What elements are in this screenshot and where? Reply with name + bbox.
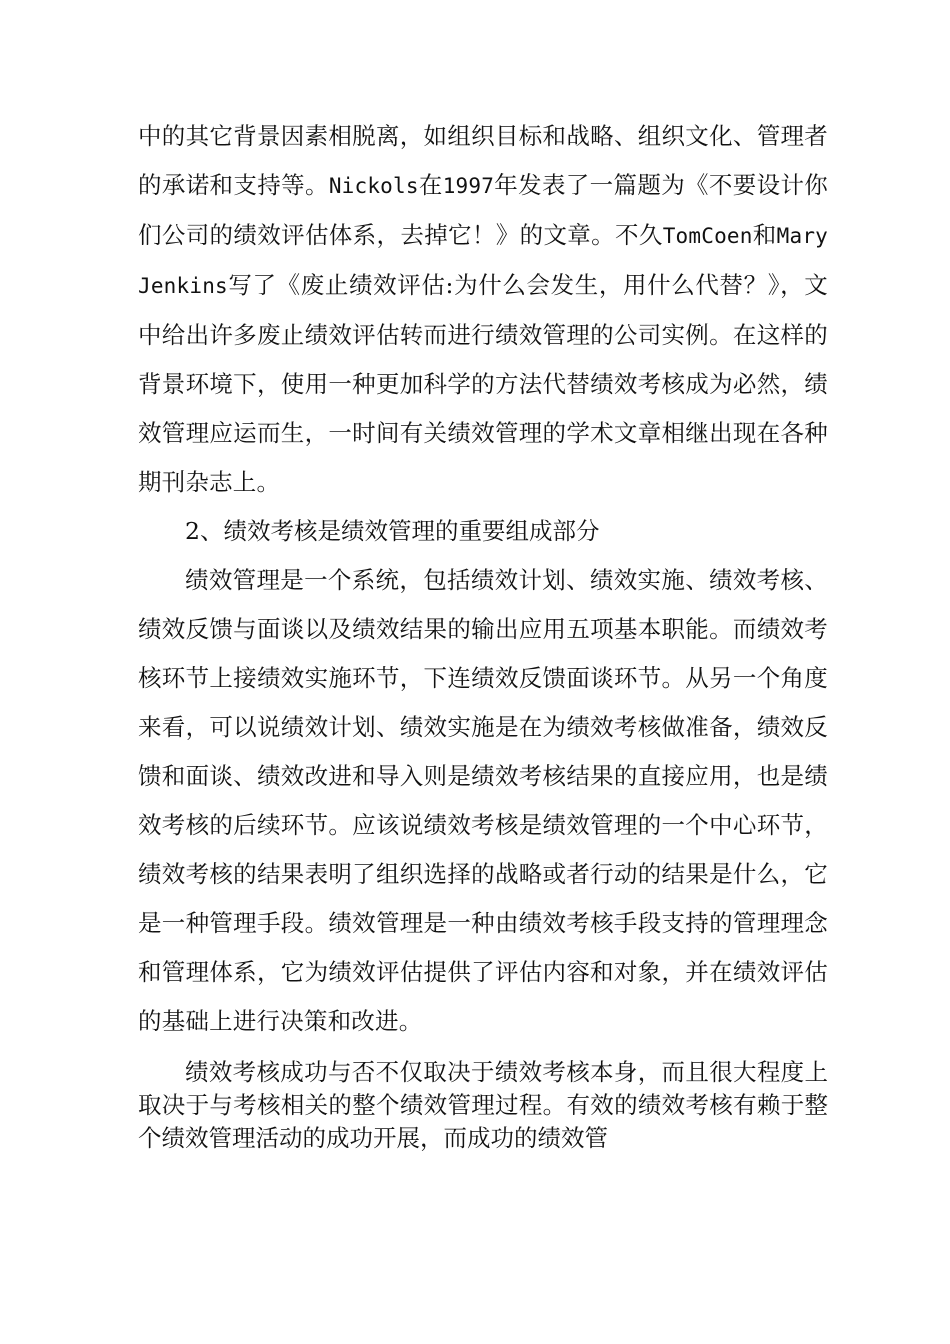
author-name-tomcoen: TomCoen <box>662 224 753 248</box>
paragraph-text: 在 <box>418 171 443 199</box>
paragraph-nickols-history <box>138 112 828 507</box>
paragraph-appraisal-success: 绩效考核成功与否不仅取决于绩效考核本身，而且很大程度上取决于与考核相关的整个绩效管理过程。有效的绩效考核有赖于整个绩效管理活动的成功开展，而成功的绩效管 <box>138 1058 828 1152</box>
year-number: 1997 <box>442 174 495 198</box>
paragraph-performance-system: 绩效管理是一个系统，包括绩效计划、绩效实施、绩效考核、绩效反馈与面谈以及绩效结果的输出应用五项基本职能。而绩效考核环节上接绩效实施环节，下连绩效反馈面谈环节。从另一个角度来看，可以说绩效计划、绩效实施是在为绩效考核做准备，绩效反馈和面谈、绩效改进和导入则是绩效考核结果的直接应用，也是绩效考核的后续环节。应该说绩效考核是绩效管理的一个中心环节，绩效考核的结果表明了组织选择的战略或者行动的结果是什么，它是一种管理手段。绩效管理是一种由绩效考核手段支持的管理理念和管理体系，它为绩效评估提供了评估内容和对象，并在绩效评估的基础上进行决策和改进。 <box>138 566 828 1035</box>
section-heading: 2、绩效考核是绩效管理的重要组成部分 <box>185 517 600 545</box>
paragraph-text: 写了《废止绩效评估:为什么会发生，用什么代替？》，文中给出许多废止绩效评估转而进行绩效管理的公司实例。在这样的背景环境下，使用一种更加科学的方法代替绩效考核成为必然，绩效管理应运而生，一时间有关绩效管理的学术文章相继出现在各种期刊杂志上。 <box>138 271 828 496</box>
document-body <box>138 112 828 1179</box>
author-name-maryjenkins: MaryJenkins <box>138 224 829 298</box>
paragraph-text: 和 <box>752 221 777 249</box>
paragraph-text: 中的其它背景因素相脱离，如组织目标和战略、组织文化、管理者的承诺和支持等。 <box>138 122 828 199</box>
author-name-nickols: Nickols <box>328 174 419 198</box>
paragraph-text: 年发表了一篇题为《不要设计你们公司的绩效评估体系，去掉它！》的文章。不久 <box>138 171 828 249</box>
